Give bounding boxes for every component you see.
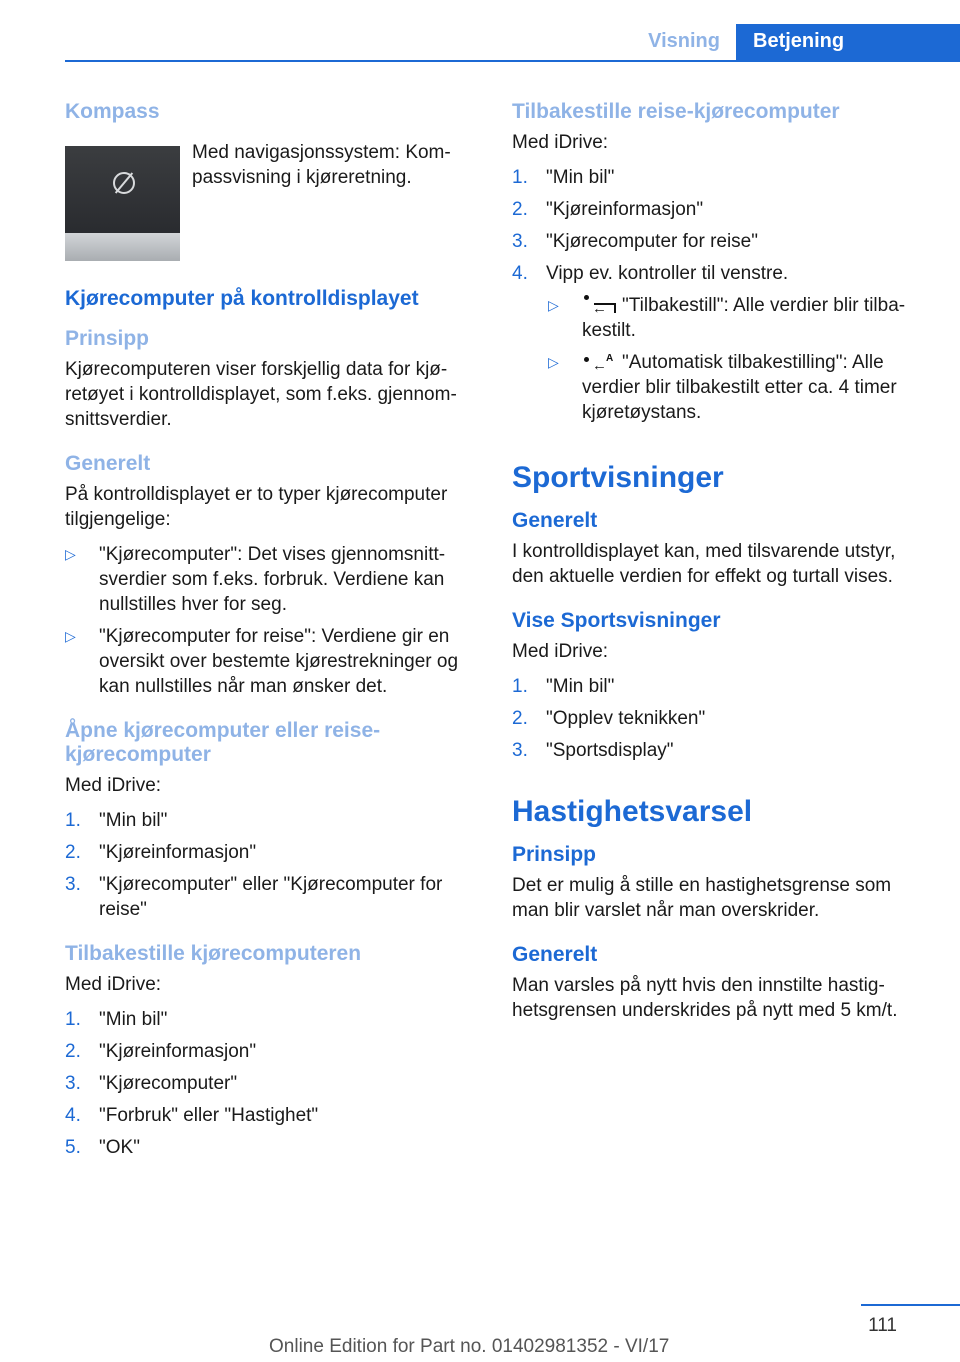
tab-visning[interactable]: Visning [648, 30, 720, 52]
list-item: 2. "Kjøreinformasjon" [65, 842, 257, 863]
reset-arrow-icon: ← [582, 295, 618, 313]
apne-intro: Med iDrive: [65, 775, 162, 796]
footer-rule [861, 1304, 960, 1306]
hast-prinsipp-title: Prinsipp [512, 843, 597, 866]
apne-steps [65, 808, 480, 922]
vise-intro: Med iDrive: [512, 641, 609, 662]
hast-generelt-text: Man varsles på nytt hvis den innstilte hastighetsgrensen underskrides på nytt med 5 km/t. [512, 975, 898, 1021]
generelt-list [65, 542, 480, 699]
list-item: ▷ ← "Tilbakestill": Alle verdier blir tilbakestilt. [548, 295, 906, 341]
list-item: ▷ "Kjørecomputer for reise": Verdiene gir en oversikt over bestemte kjørestrekninger og kan nullstilles når man ønsker det. [65, 626, 459, 697]
display-bar [65, 233, 180, 261]
kompass-title: Kompass [65, 100, 160, 123]
sport-title: Sportvisninger [512, 461, 724, 494]
triangle-bullet-icon: ▷ [65, 546, 76, 562]
left-column [65, 100, 480, 1180]
list-item: 2. "Kjøreinformasjon" [512, 199, 704, 220]
triangle-bullet-icon: ▷ [548, 297, 559, 313]
list-item: 1. "Min bil" [65, 1009, 168, 1030]
page-header [0, 0, 960, 62]
kc-title: Kjørecomputer på kontrolldisplayet [65, 287, 419, 310]
generelt-text: På kontrolldisplayet er to typer kjørecomputer tilgjengelige: [65, 484, 448, 530]
compass-display-icon [65, 146, 180, 261]
list-item: ▷ "Kjørecomputer": Det vises gjennomsnittsverdier som f.eks. forbruk. Verdiene kan nullstilles hver for seg. [65, 544, 446, 615]
triangle-bullet-icon: ▷ [65, 628, 76, 644]
tab-betjening[interactable]: Betjening [736, 24, 960, 60]
prinsipp-text: Kjørecomputeren viser forskjellig data for kjøretøyet i kontrolldisplayet, som f.eks. gjennomsnittsverdier. [65, 359, 457, 430]
reise-title: Tilbakestille reise-kjørecomputer [512, 100, 840, 123]
kompass-text: Med navigasjonssystem: Kompassvisning i kjøreretning. [192, 142, 451, 188]
sport-generelt-title: Generelt [512, 509, 598, 532]
list-item: 3. "Kjørecomputer" [65, 1073, 238, 1094]
list-item: 3. "Kjørecomputer for reise" [512, 231, 758, 252]
list-item: 4. Vipp ev. kontroller til venstre. [512, 263, 789, 284]
hast-title: Hastighetsvarsel [512, 795, 753, 828]
list-item: 1. "Min bil" [65, 810, 168, 831]
apne-title: Åpne kjørecomputer eller reisekjørecomputer [65, 719, 381, 766]
list-item: 4. "Forbruk" eller "Hastighet" [65, 1105, 319, 1126]
tilbake-steps [65, 1007, 480, 1160]
list-item: 2. "Opplev teknikken" [512, 708, 706, 729]
vise-title: Vise Sportsvisninger [512, 609, 721, 632]
list-item: 1. "Min bil" [512, 676, 615, 697]
list-item: 3. "Kjørecomputer" eller "Kjørecomputer for reise" [65, 874, 443, 920]
prinsipp-title: Prinsipp [65, 327, 150, 350]
tilbake-title: Tilbakestille kjørecomputeren [65, 942, 362, 965]
hast-generelt-title: Generelt [512, 943, 598, 966]
auto-reset-arrow-icon: ← A [582, 352, 618, 370]
vise-steps [512, 674, 932, 763]
page-number: 111 [868, 1315, 897, 1336]
generelt-title: Generelt [65, 452, 151, 475]
footer-edition: Online Edition for Part no. 01402981352 - VI/17 [269, 1336, 670, 1357]
list-item: ▷ ← A "Automatisk tilbakestilling": Alle verdier blir tilbakestilt etter ca. 4 timer kjøretøystans. [548, 350, 932, 425]
hast-prinsipp-text: Det er mulig å stille en hastighetsgrense som man blir varslet når man overskrider. [512, 875, 892, 921]
tilbake-intro: Med iDrive: [65, 974, 162, 995]
reise-steps [512, 165, 932, 286]
kompass-section [65, 100, 480, 265]
triangle-bullet-icon: ▷ [548, 354, 559, 370]
header-rule [65, 60, 960, 62]
list-item: 5. "OK" [65, 1137, 140, 1158]
reise-sub-list [512, 293, 932, 425]
list-item: 2. "Kjøreinformasjon" [65, 1041, 257, 1062]
right-column [512, 100, 932, 1043]
list-item: 3. "Sportsdisplay" [512, 740, 674, 761]
reise-intro: Med iDrive: [512, 132, 609, 153]
sport-generelt-text: I kontrolldisplayet kan, med tilsvarende utstyr, den aktuelle verdien for effekt og turtall vises. [512, 541, 896, 587]
compass-symbol-icon [113, 172, 135, 194]
list-item: 1. "Min bil" [512, 167, 615, 188]
